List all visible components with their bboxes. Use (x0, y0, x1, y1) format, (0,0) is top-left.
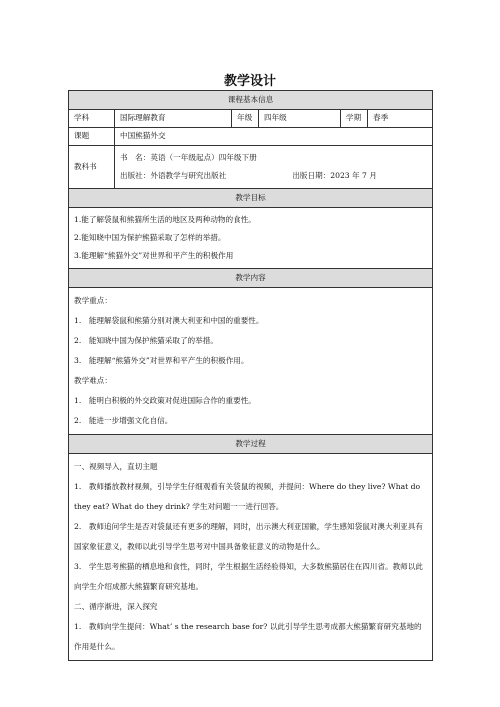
publisher: 出版社：外语教学与研究出版社 (120, 171, 227, 180)
process-paragraph: 1. 教师向学生提问：What’ s the research base for? 以此引导学生思考成都大熊猫繁育研究基地的作用是什么。 (74, 622, 422, 651)
key-points-label: 教学重点： (74, 296, 112, 305)
subject-label: 学科 (69, 110, 115, 128)
textbook-info (115, 146, 433, 189)
process-paragraph: 3. 学生思考熊猫的栖息地和食性，同时，学生根据生活经验得知，大多数熊猫居住在四川省。教师以此向学生介绍成都大熊猫繁育研究基地。 (74, 562, 423, 591)
term-value: 春季 (368, 110, 433, 128)
goal-item: 3.能理解“熊猫外交”对世界和平产生的积极作用 (74, 251, 234, 260)
textbook-name: 书 名：英语（一年级起点）四年级下册 (120, 153, 257, 162)
difficulty-label: 教学难点： (74, 376, 112, 385)
textbook-label: 教科书 (69, 146, 115, 189)
difficulty-item: 1. 能明白积极的外交政策对促进国际合作的重要性。 (74, 396, 256, 405)
process-paragraph: 2. 教师追问学生是否对袋鼠还有更多的理解，同时，出示澳大利亚国徽，学生感知袋鼠对澳大利亚具有国家象征意义，教师以此引导学生思考对中国具备象征意义的动物是什么。 (74, 522, 423, 551)
term-label: 学期 (341, 110, 368, 128)
publication-date: 出版日期：2023 年 7 月 (292, 171, 377, 180)
goal-item: 1.能了解袋鼠和熊猫所生活的地区及两种动物的食性。 (74, 215, 256, 224)
goals-header: 教学目标 (69, 189, 433, 208)
key-point-item: 2. 能知晓中国为保护熊猫采取了的举措。 (74, 336, 218, 345)
textbook-publisher-line (120, 167, 427, 185)
topic-row (69, 128, 433, 146)
page-title: 教学设计 (223, 74, 276, 89)
goal-item: 2.能知晓中国为保护熊猫采取了怎样的举措。 (74, 233, 226, 242)
section-header-row (69, 91, 433, 110)
grade-label: 年级 (232, 110, 259, 128)
process-body (69, 454, 433, 661)
lesson-plan-table (68, 90, 433, 661)
process-paragraph: 1. 教师播放教材视频，引导学生仔细观看有关袋鼠的视频，并提问：Where do they live? What do they eat? What do they drink? 学生对问题一一进行回答。 (74, 482, 421, 511)
subject-row (69, 110, 433, 128)
content-header: 教学内容 (69, 269, 433, 288)
difficulty-item: 2. 能进一步增强文化自信。 (74, 416, 173, 425)
key-point-item: 1. 能理解袋鼠和熊猫分别对澳大利亚和中国的重要性。 (74, 316, 264, 325)
content-body (69, 288, 433, 435)
topic-label: 课题 (69, 128, 115, 146)
process-part-title: 二、循序渐进，深入探究 (74, 602, 158, 611)
basic-info-header: 课程基本信息 (69, 91, 433, 110)
key-point-item: 3. 能理解“熊猫外交”对世界和平产生的积极作用。 (74, 356, 249, 365)
grade-value: 四年级 (259, 110, 341, 128)
goals-list (69, 208, 433, 269)
textbook-row (69, 146, 433, 189)
subject-value: 国际理解教育 (115, 110, 232, 128)
topic-value: 中国熊猫外交 (115, 128, 433, 146)
process-part-title: 一、视频导入，直切主题 (74, 462, 158, 471)
process-header: 教学过程 (69, 435, 433, 454)
